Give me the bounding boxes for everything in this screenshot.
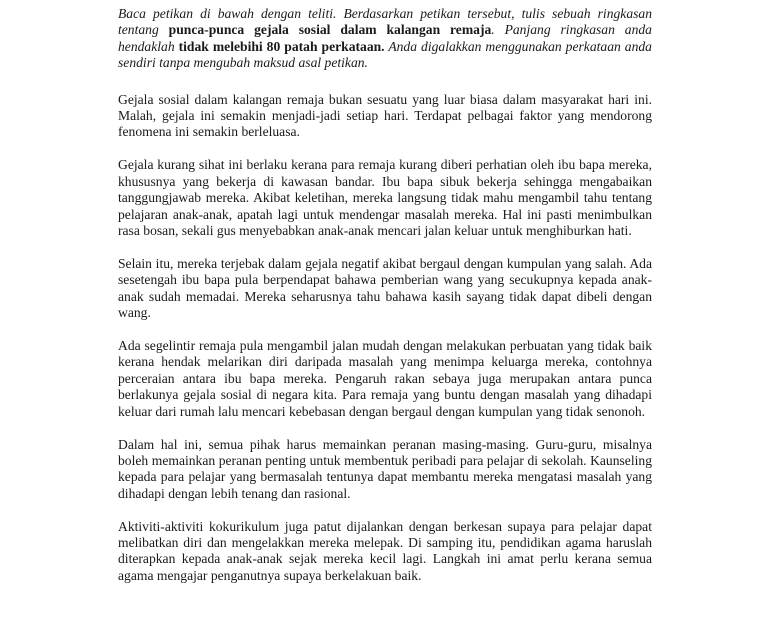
paragraph-3: Selain itu, mereka terjebak dalam gejala negatif akibat bergaul dengan kumpulan yang salah. Ada sesetengah ibu bapa pula berpendapat bahawa pemberian wang yang secukupnya kepada anak-anak sudah memadai. Mereka seharusnya tahu bahawa kasih sayang tidak dapat dibeli dengan wang. [118, 255, 652, 321]
instructions-topic: punca-punca gejala sosial dalam kalangan remaja [168, 22, 492, 38]
instructions-word-limit: tidak melebihi 80 patah perkataan. [178, 38, 385, 54]
instructions-text-1: Baca petikan di bawah dengan teliti. Berdasarkan petikan tersebut, tulis sebuah ringkasan tentang [118, 6, 652, 38]
instructions [118, 6, 652, 72]
instructions-text-2: . Panjang ringkasan anda hendaklah [118, 22, 652, 54]
paragraph-4: Ada segelintir remaja pula mengambil jalan mudah dengan melakukan perbuatan yang tidak baik kerana hendak melarikan diri daripada masalah yang menimpa keluarga mereka, contohnya perceraian antara ibu bapa mereka. Pengaruh rakan sebaya juga merupakan antara punca berlakunya gejala sosial di negara kita. Para remaja yang buntu dengan masalah yang dihadapi keluar dari rumah lalu mencari kebebasan dengan bergaul dengan kumpulan yang tidak senonoh. [118, 338, 652, 419]
paragraph-5: Dalam hal ini, semua pihak harus memainkan peranan masing-masing. Guru-guru, misalnya boleh memainkan peranan penting untuk membentuk peribadi para pelajar di sekolah. Kaunseling kepada para pelajar yang bermasalah tentunya dapat membantu mereka mengatasi masalah yang dihadapi dengan lebih tenang dan rasional. [118, 436, 652, 501]
document-page [118, 6, 652, 601]
paragraph-1: Gejala sosial dalam kalangan remaja bukan sesuatu yang luar biasa dalam masyarakat hari ini. Malah, gejala ini semakin menjadi-jadi setiap hari. Terdapat pelbagai faktor yang mendorong fenomena ini semakin berleluasa. [118, 91, 652, 140]
paragraph-2: Gejala kurang sihat ini berlaku kerana para remaja kurang diberi perhatian oleh ibu bapa mereka, khususnya yang bekerja di kawasan bandar. Ibu bapa sibuk bekerja sehingga mengabaikan tanggungjawab mereka. Akibat keletihan, mereka langsung tidak mahu mengambil tahu tentang pelajaran anak-anak, apatah lagi untuk mendengar masalah mereka. Hal ini pasti menimbulkan rasa bosan, sekali gus menyebabkan anak-anak mencari jalan keluar untuk menghiburkan hati. [118, 157, 652, 238]
instructions-text-3: Anda digalakkan menggunakan perkataan anda sendiri tanpa mengubah maksud asal petikan. [118, 38, 652, 71]
paragraph-6: Aktiviti-aktiviti kokurikulum juga patut dijalankan dengan berkesan supaya para pelajar dapat melibatkan diri dan mengelakkan mereka melepak. Di samping itu, pendidikan agama haruslah diterapkan kepada anak-anak sejak mereka kecil lagi. Langkah ini amat perlu kerana semua agama mengajar penganutnya supaya berkelakuan baik. [118, 518, 652, 583]
